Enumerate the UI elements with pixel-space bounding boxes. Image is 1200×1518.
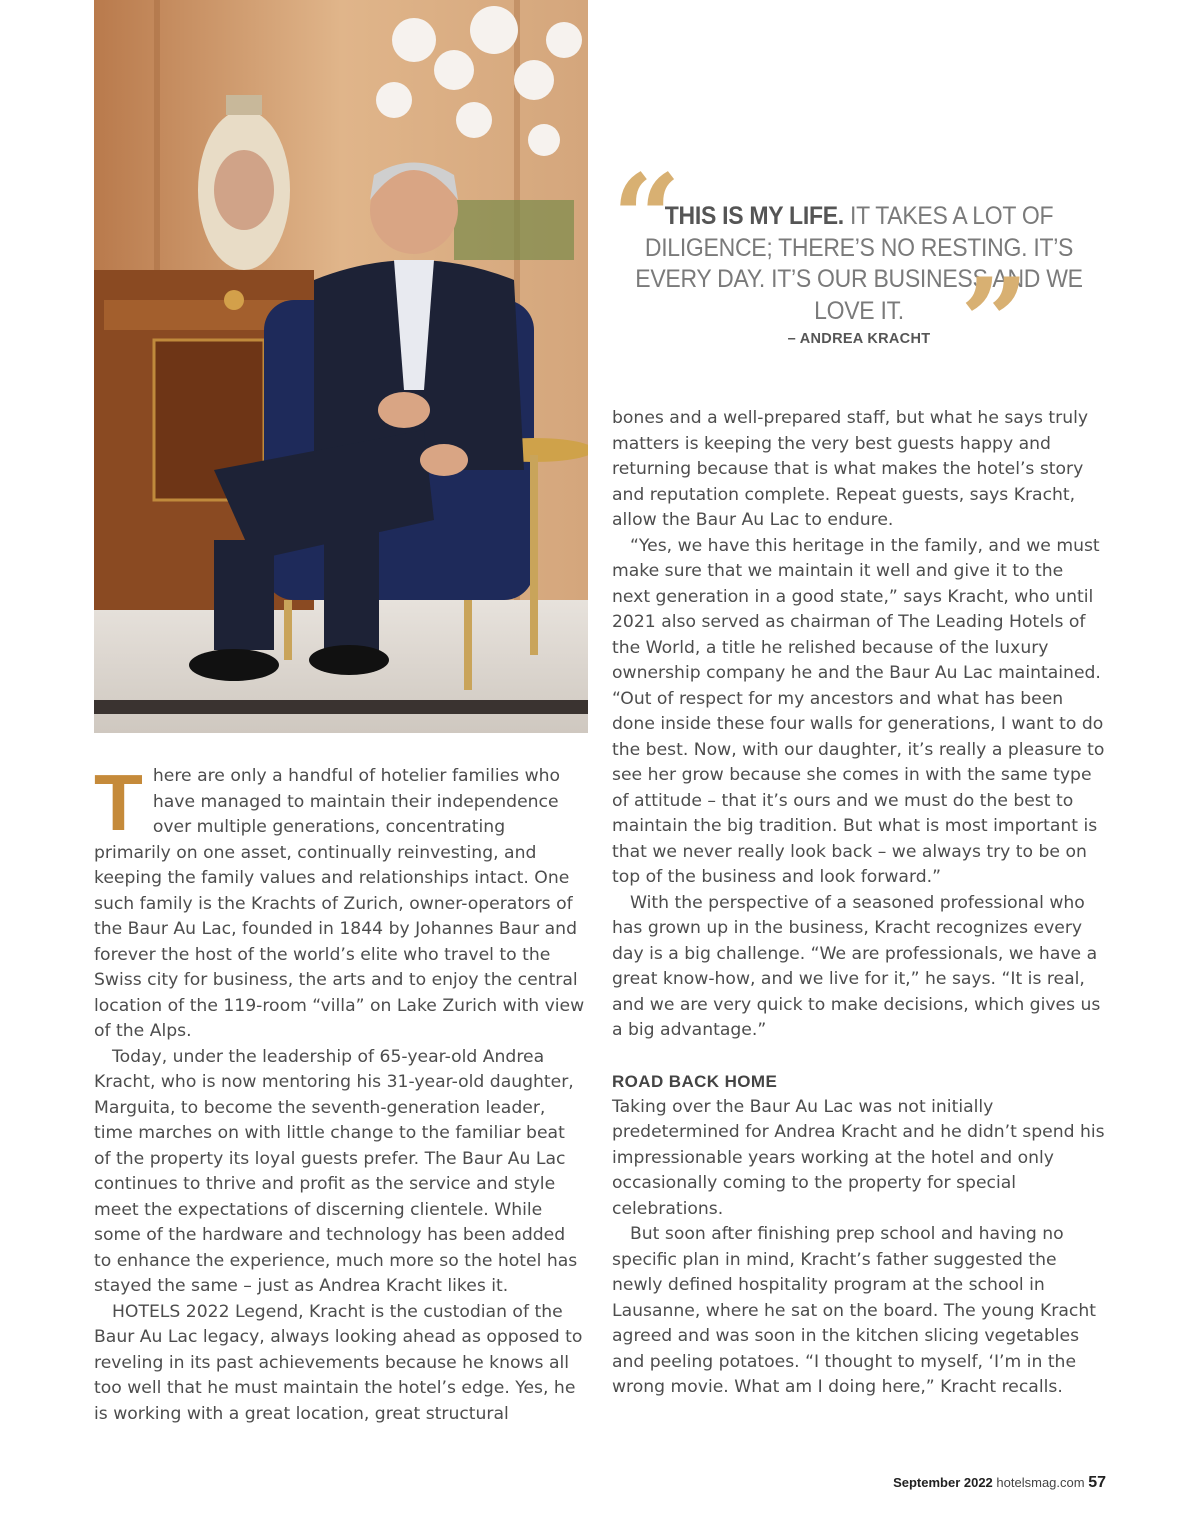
close-quote-mark: ” <box>960 252 1030 393</box>
pull-quote <box>612 148 1106 393</box>
right-column <box>612 406 1106 1401</box>
paragraph-text: here are only a handful of hotelier families who have managed to maintain their independence over multiple generations, concentrating primarily on one asset, continually reinvesting, and keeping the family values and relationships intact. One such family is the Krachts of Zurich, owner-operators of the Baur Au Lac, founded in 1844 by Johannes Baur and forever the host of the world’s elite who travel to the Swiss city for business, the arts and to enjoy the central location of the 119-room “villa” on Lake Zurich with view of the Alps. <box>94 766 585 1041</box>
pull-quote-attribution: – ANDREA KRACHT <box>787 331 931 347</box>
open-quote-mark: “ <box>612 148 682 289</box>
paragraph: “Yes, we have this heritage in the family, and we must make sure that we maintain it well and give it to the next generation in a good state,” says Kracht, who until 2021 also served as chairman of The Leading Hotels of the World, a title he relished because of the luxury ownership company he and the Baur Au Lac maintained. “Out of respect for my ancestors and what has been done inside these four walls for generations, I want to do the best. Now, with our daughter, it’s really a pleasure to see her grow because she comes in with the same type of attitude – that it’s ours and we must do the best to maintain the big tradition. But what is most important is that we never really look back – we always try to be on top of the business and look forward.” <box>612 535 1105 887</box>
paragraph: bones and a well-prepared staff, but what he says truly matters is keeping the very best guests happy and returning because that is what makes the hotel’s story and reputation complete. Repeat guests, says Kracht, allow the Baur Au Lac to endure. <box>612 408 1089 530</box>
page-number: 57 <box>1088 1474 1106 1491</box>
drop-cap: T <box>94 758 143 847</box>
paragraph: Today, under the leadership of 65-year-old Andrea Kracht, who is now mentoring his 31-year-old daughter, Marguita, to become the seventh-generation leader, time marches on with little change to the familiar beat of the property its loyal guests prefer. The Baur Au Lac continues to thrive and profit as the service and style meet the expectations of discerning clientele. While some of the hardware and technology has been added to enhance the experience, much more so the hotel has stayed the same – just as Andrea Kracht likes it. <box>94 1046 578 1296</box>
issue-date: September 2022 <box>893 1475 993 1490</box>
paragraph <box>94 758 586 1045</box>
pull-quote-lead: THIS IS MY LIFE. <box>664 202 844 230</box>
section-subhead: ROAD BACK HOME <box>612 1071 778 1091</box>
paragraph: Taking over the Baur Au Lac was not initially predetermined for Andrea Kracht and he didn’t spend his impressionable years working at the hotel and only occasionally coming to the property for special celebrations. <box>612 1096 1105 1219</box>
portrait-illustration <box>94 0 588 733</box>
feature-photo <box>94 0 588 733</box>
paragraph: With the perspective of a seasoned professional who has grown up in the business, Kracht recognizes every day is a big challenge. “We are professionals, we have a great know-how, and we live for it,” he says. “It is real, and we are very quick to make decisions, which gives us a big advantage.” <box>612 892 1101 1040</box>
left-column <box>94 758 586 1427</box>
paragraph: HOTELS 2022 Legend, Kracht is the custodian of the Baur Au Lac legacy, always looking ahead as opposed to reveling in its past achievements because he knows all too well that he must maintain the hotel’s edge. Yes, he is working with a great location, great structural <box>94 1301 583 1424</box>
page-footer <box>893 1474 1106 1492</box>
paragraph: But soon after finishing prep school and having no specific plan in mind, Kracht’s father suggested the newly defined hospitality program at the school in Lausanne, where he sat on the board. The young Kracht agreed and was soon in the kitchen slicing vegetables and peeling potatoes. “I thought to myself, ‘I’m in the wrong movie. What am I doing here,” Kracht recalls. <box>612 1224 1096 1397</box>
pull-quote-body: IT TAKES A LOT OF DILIGENCE; THERE’S NO RESTING. IT’S EVERY DAY. IT’S OUR BUSINESS AND WE LOVE IT. <box>635 202 1083 325</box>
site-url[interactable]: hotelsmag.com <box>996 1475 1085 1490</box>
